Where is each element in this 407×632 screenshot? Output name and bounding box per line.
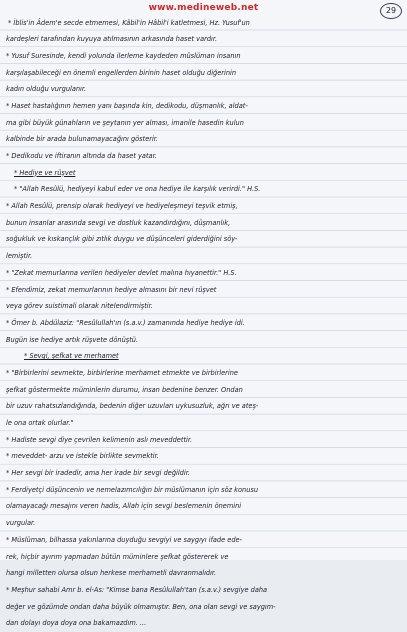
note-line: değer ve gözümde ondan daha büyük olmamıştır. Ben, ona olan sevgi ve saygım-: [6, 602, 276, 611]
note-line: * Hediye ve rüşvet: [14, 168, 76, 177]
note-line: olamayacağı mesajını veren hadis, Allah için sevgi beslemenin önemini: [6, 502, 242, 511]
note-line: hangi milletten olursa olsun herkese merhametli davranmalıdır.: [6, 569, 217, 578]
note-line: şefkat göstermekte müminlerin durumu, insan bedenine benzer. Ondan: [6, 385, 243, 394]
note-line: * Yusuf Suresinde, kendi yolunda ilerleme kaydeden müslüman insanın: [6, 51, 241, 60]
page-number: 29: [380, 3, 402, 19]
note-line: * İblis'in Âdem'e secde etmemesi, Kâbil'in Hâbil'i katletmesi, Hz. Yusuf'un: [8, 18, 250, 27]
note-line: kalbinde bir arada bulunamayacağını gösterir.: [6, 135, 158, 144]
note-line: soğukluk ve kıskançlık gibi zıtlık duygu ve düşünceleri giderdiğini söy-: [6, 235, 238, 244]
note-line: * Her sevgi bir iradedir, ama her irade bir sevgi değildir.: [6, 469, 190, 478]
note-line: * "Zekat memurlarına verilen hediyeler devlet malına hıyanettir." H.S.: [6, 268, 237, 277]
note-line: * Efendimiz, zekat memurlarının hediye almasını bir nevi rüşvet: [6, 285, 217, 294]
handwritten-notes: [0, 15, 407, 632]
note-line: * Ferdiyetçi düşüncenin ve nemelazımcılığın bir müslümanın için söz konusu: [6, 485, 259, 494]
note-line: bunun insanlar arasında sevgi ve dostluk kazandırdığını, düşmanlık,: [6, 218, 231, 227]
site-watermark: www.medineweb.net: [148, 3, 259, 13]
note-line: * meveddet- arzu ve istekle birlikte sevmektir.: [6, 452, 159, 461]
note-line: * Müslüman, bilhassa yakınlarına duyduğu sevgiyi ve saygıyı ifade ede-: [6, 535, 242, 544]
note-line: kadın olduğu vurgulanır.: [6, 85, 87, 94]
note-line: * Hadiste sevgi diye çevrilen kelimenin aslı meveddettir.: [6, 435, 193, 444]
note-line: rek, hiçbir ayırım yapmadan bütün müminlere şefkat göstererek ve: [6, 552, 229, 561]
note-line: * Dedikodu ve iftiranın altında da haset yatar.: [6, 152, 157, 160]
note-line: * Meşhur sahabi Amr b. el-As: "Kimse bana Resûlullah'tan (s.a.v.) sevgiye daha: [6, 585, 268, 594]
note-line: lemiştir.: [6, 252, 33, 261]
note-line: * Sevgi, şefkat ve merhamet: [24, 352, 119, 361]
note-line: * Haset hastalığının hemen yanı başında kin, dedikodu, düşmanlık, aldat-: [6, 101, 248, 110]
note-line: veya görev suistimali olarak nitelendirmiştir.: [6, 302, 153, 311]
note-line: bir uzuv rahatsızlandığında, bedenin diğer uzuvları uykusuzluk, ağrı ve ateş-: [6, 402, 259, 411]
note-line: * "Birbirlerini sevmekte, birbirlerine merhamet etmekte ve birbirlerine: [6, 368, 238, 377]
note-line: karşılaşabileceği en önemli engellerden birinin haset olduğu diğerinin: [6, 68, 237, 77]
note-line: le ona ortak olurlar.": [6, 419, 74, 427]
note-line: dan dolayı doya doya ona bakamazdım. ...: [6, 619, 147, 628]
note-line: vurgular.: [6, 519, 36, 528]
note-line: * Ömer b. Abdülaziz: "Resûlullah'ın (s.a.v.) zamanında hediye hediye idi.: [6, 318, 245, 327]
note-line: Bugün ise hediye artık rüşvete dönüştü.: [6, 335, 139, 344]
note-line: ma gibi büyük günahların ve şeytanın yer alması, imanile hasedin kulun: [6, 118, 244, 127]
note-line: kardeşleri tarafından kuyuya atılmasının arkasında haset vardır.: [6, 35, 218, 44]
note-line: * Allah Resûlü, prensip olarak hediyeyi ve hediyeleşmeyi teşvik etmiş,: [6, 202, 238, 211]
note-line: * "Allah Resûlü, hediyeyi kabul eder ve ona hediye ile karşılık verirdi." H.S.: [14, 185, 261, 194]
